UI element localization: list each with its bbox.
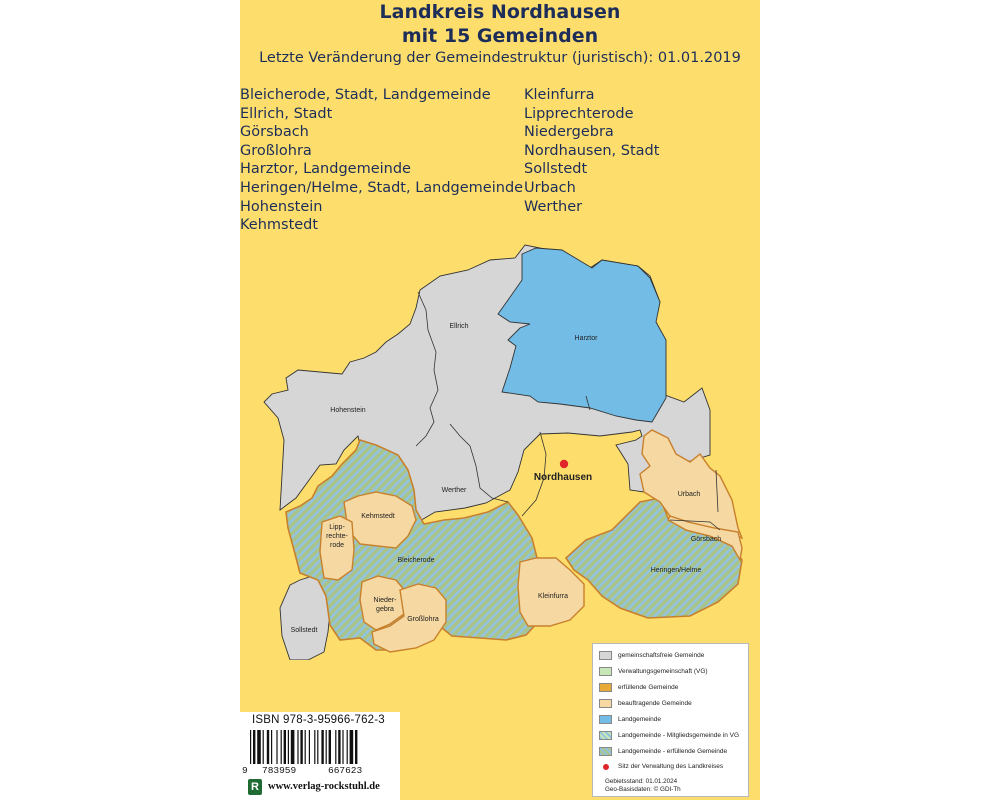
barcode-digits-right: 667623 <box>328 765 363 776</box>
barcode-bar <box>335 730 336 764</box>
barcode-bar <box>350 730 354 764</box>
barcode-bar <box>309 730 310 764</box>
legend-row-landgemeinde <box>599 714 661 725</box>
barcode-bar <box>288 730 289 764</box>
barcode-graphic <box>250 730 400 766</box>
map-sheet <box>240 0 760 800</box>
barcode-bar <box>321 730 323 764</box>
legend-label: gemeinschaftsfreie Gemeinde <box>618 652 705 659</box>
municipality-list-item: Sollstedt <box>524 161 588 178</box>
label-lipp-2: rechte- <box>326 533 348 540</box>
barcode-bar <box>347 730 348 764</box>
label-ellrich: Ellrich <box>449 323 469 330</box>
legend-swatch <box>599 715 612 724</box>
municipality-list-item: Werther <box>524 198 583 215</box>
municipality-list-item: Großlohra <box>240 142 312 159</box>
label-goersbach: Görsbach <box>690 536 722 543</box>
map-title-line2: mit 15 Gemeinden <box>401 25 599 47</box>
legend-row-beauftragend <box>599 698 692 709</box>
district-map <box>240 240 760 660</box>
barcode-bar <box>276 730 277 764</box>
barcode-bar <box>326 730 327 764</box>
municipality-list-item: Nordhausen, Stadt <box>524 142 660 159</box>
barcode-bar <box>284 730 286 764</box>
label-lipp-1: Lipp- <box>329 524 345 531</box>
legend-label: Verwaltungsgemeinschaft (VG) <box>618 668 708 675</box>
map-subtitle: Letzte Veränderung der Gemeindestruktur (juristisch): 01.01.2019 <box>259 50 741 66</box>
municipality-list-item: Niedergebra <box>524 124 614 141</box>
barcode-digits-left: 783959 <box>262 765 297 776</box>
label-hohenstein: Hohenstein <box>330 407 366 414</box>
barcode-bar <box>253 730 255 764</box>
legend-swatch <box>599 699 612 708</box>
label-kehmstedt: Kehmstedt <box>361 513 395 520</box>
barcode-bar <box>281 730 282 764</box>
municipality-list-right <box>524 86 659 216</box>
barcode-bar <box>338 730 340 764</box>
isbn-barcode-box <box>240 712 400 800</box>
legend-label: Landgemeinde - erfüllende Gemeinde <box>618 748 728 755</box>
legend-row-landgemeinde-vg <box>599 730 739 741</box>
legend-source-geo: Geo-Basisdaten: © GDI-Th <box>605 786 681 793</box>
legend-swatch <box>599 683 612 692</box>
barcode-bar <box>314 730 315 764</box>
legend-swatch <box>599 651 612 660</box>
label-bleicherode: Bleicherode <box>397 557 435 564</box>
legend-swatch <box>599 731 612 740</box>
municipality-list-left <box>240 86 523 235</box>
label-grosslohra: Großlohra <box>407 616 439 623</box>
municipality-list-item: Harztor, Landgemeinde <box>240 161 411 178</box>
legend-label: beauftragende Gemeinde <box>618 700 692 707</box>
barcode-bar <box>271 730 272 764</box>
label-werther: Werther <box>441 487 467 494</box>
publisher-website: www.verlag-rockstuhl.de <box>268 781 380 792</box>
legend-row-gemeinschaftsfrei <box>599 650 704 661</box>
municipality-list-item: Kehmstedt <box>240 217 319 234</box>
legend-swatch <box>599 747 612 756</box>
barcode-bar <box>297 730 298 764</box>
barcode-bar <box>329 730 331 764</box>
label-niedergebra-1: Nieder- <box>373 597 397 604</box>
barcode-bar <box>317 730 318 764</box>
legend-label: Sitz der Verwaltung des Landkreises <box>618 763 724 770</box>
barcode-bar <box>300 730 302 764</box>
municipality-list-item: Hohenstein <box>240 198 323 215</box>
map-title-line1: Landkreis Nordhausen <box>379 1 621 23</box>
barcode-bar <box>355 730 357 764</box>
legend-label: erfüllende Gemeinde <box>618 684 679 691</box>
label-harztor: Harztor <box>574 335 598 342</box>
publisher-logo-icon: R <box>248 779 262 795</box>
seat-marker <box>560 460 568 468</box>
barcode-bar <box>267 730 269 764</box>
municipality-list-item: Heringen/Helme, Stadt, Landgemeinde <box>240 179 524 196</box>
seat-dot-icon <box>599 762 612 771</box>
barcode-bar <box>257 730 261 764</box>
barcode-bar <box>250 730 251 764</box>
label-niedergebra-2: gebra <box>376 606 394 613</box>
legend-source-date: Gebietsstand: 01.01.2024 <box>605 778 678 785</box>
legend-row-seat <box>599 761 723 772</box>
legend-label: Landgemeinde <box>618 716 662 723</box>
map-legend <box>592 643 749 797</box>
municipality-list-item: Ellrich, Stadt <box>240 105 333 122</box>
legend-row-landgemeinde-erfuellend <box>599 746 727 757</box>
municipality-list-item: Bleicherode, Stadt, Landgemeinde <box>240 87 491 103</box>
isbn-text: ISBN 978-3-95966-762-3 <box>252 714 385 726</box>
municipality-list-item: Görsbach <box>240 124 309 141</box>
label-urbach: Urbach <box>677 491 701 498</box>
barcode-bar <box>305 730 306 764</box>
legend-row-vg <box>599 666 708 677</box>
legend-row-erfuellend <box>599 682 678 693</box>
municipality-list-item: Lipprechterode <box>524 105 634 122</box>
label-kleinfurra: Kleinfurra <box>538 593 568 600</box>
barcode-bar <box>263 730 264 764</box>
municipality-list-item: Kleinfurra <box>524 87 595 103</box>
barcode-bar <box>291 730 295 764</box>
legend-swatch <box>599 667 612 676</box>
barcode-bar <box>342 730 343 764</box>
label-heringen: Heringen/Helme <box>650 567 702 574</box>
label-nordhausen: Nordhausen <box>533 472 593 483</box>
municipality-list-item: Urbach <box>524 179 576 196</box>
legend-label: Landgemeinde - Mitgliedsgemeinde in VG <box>618 732 740 739</box>
label-lipp-3: rode <box>329 542 345 549</box>
barcode-digit-first: 9 <box>242 765 248 776</box>
label-sollstedt: Sollstedt <box>290 627 318 634</box>
